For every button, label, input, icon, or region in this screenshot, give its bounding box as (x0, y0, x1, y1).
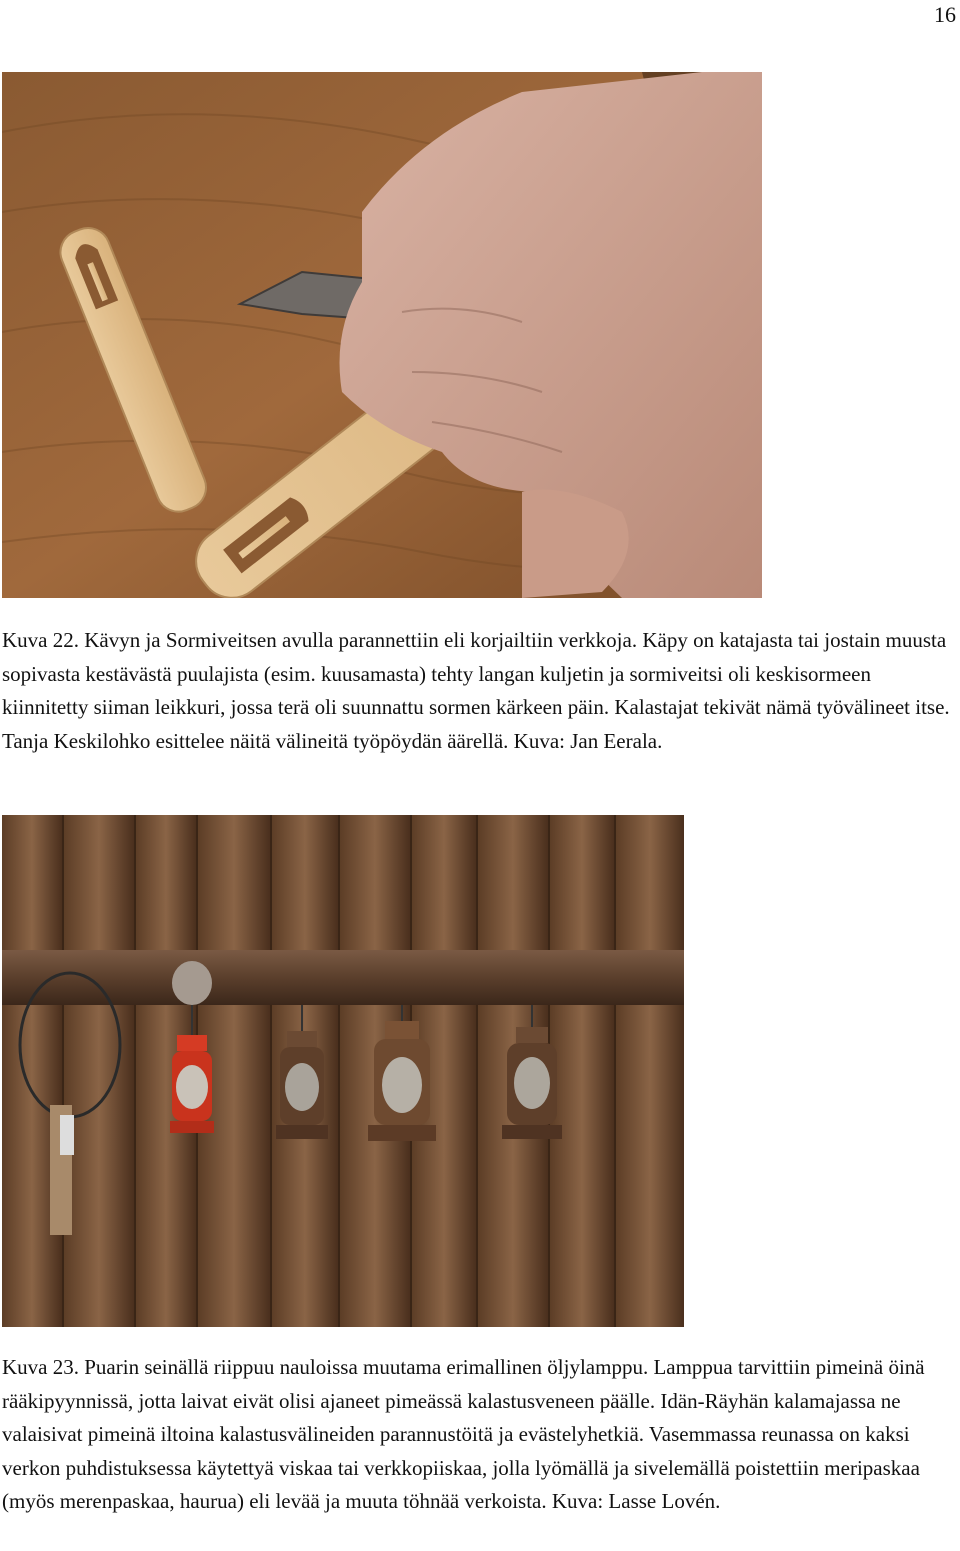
figure-caption-23: Kuva 23. Puarin seinällä riippuu nauloissa muutama erimallinen öljylamppu. Lamppua tarvittiin pimeinä öinä rääkipyynnissä, jotta laivat eivät olisi ajaneet pimeässä kalastusveneen päälle. Idän-Räyhän kalamajassa ne valaisivat pimeinä iltoina kalastusvälineiden parannustöitä ja evästelyhetkiä. Vasemmassa reunassa on kaksi verkon puhdistuksessa käytettyä viskaa tai verkkopiiskaa, jolla lyömällä ja sivelemällä poistettiin meripaskaa (myös merenpaskaa, haurua) eli levää ja muuta töhnää verkoista. Kuva: Lasse Lovén. (2, 1355, 925, 1513)
photo-oil-lamps (2, 815, 684, 1327)
photo-netting-tools (2, 72, 762, 598)
page-number: 16 (934, 2, 956, 27)
figure-caption-22: Kuva 22. Kävyn ja Sormiveitsen avulla parannettiin eli korjailtiin verkkoja. Käpy on katajasta tai jostain muusta sopivasta kestävästä puulajista (esim. kuusamasta) tehty langan kuljetin ja sormiveitsi oli keskisormeen kiinnitetty siiman leikkuri, jossa terä oli suunnattu sormen kärkeen päin. Kalastajat tekivät nämä työvälineet itse. Tanja Keskilohko esittelee näitä välineitä työpöydän äärellä. Kuva: Jan Eerala. (2, 628, 950, 753)
